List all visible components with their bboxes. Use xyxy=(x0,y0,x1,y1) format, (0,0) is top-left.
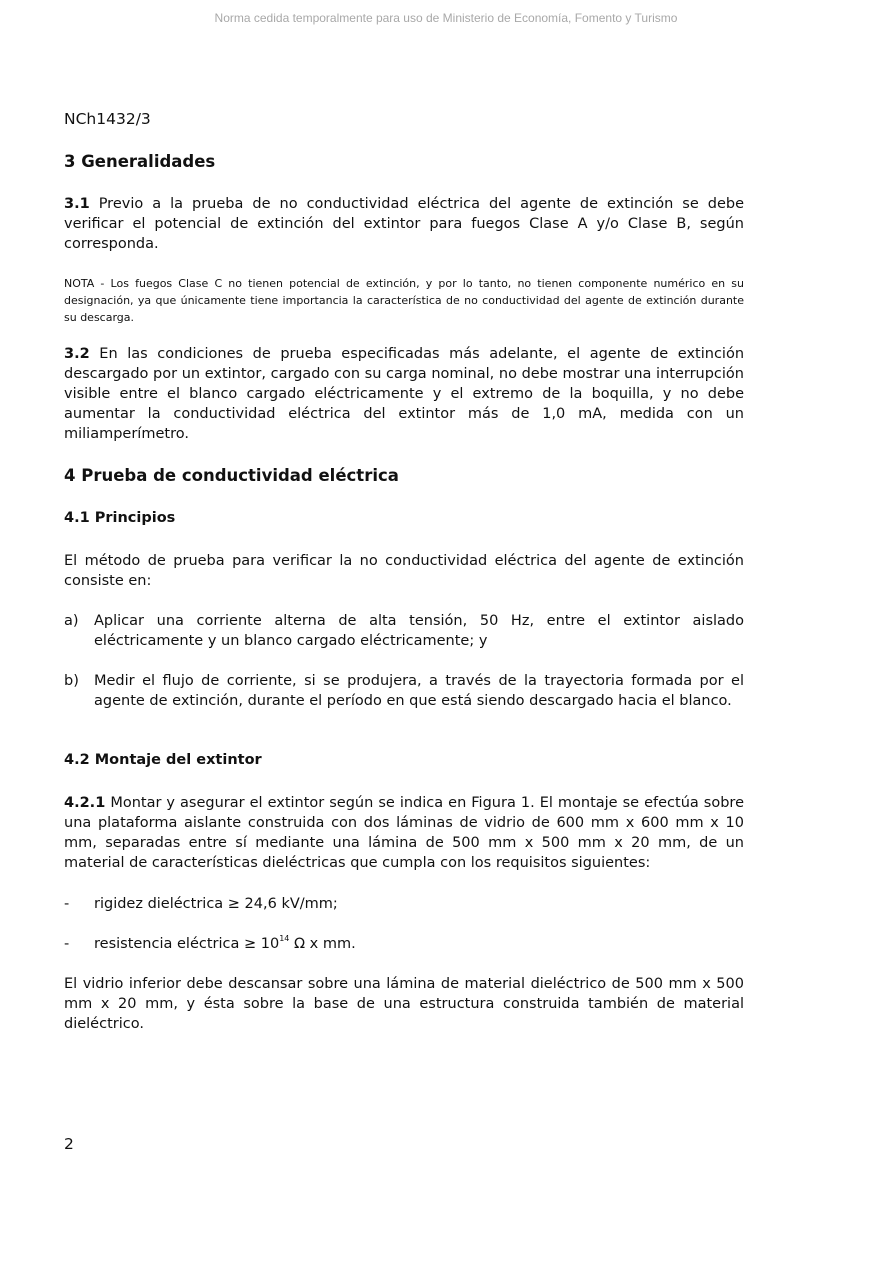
paragraph-text: Previo a la prueba de no conductividad eléctrica del agente de extinción se debe verificar el potencial de extinción del extintor para fuegos Clase A y/o Clase B, según corresponda. xyxy=(64,196,744,252)
resistance-suffix: Ω x mm. xyxy=(289,936,356,952)
paragraph-4-1: El método de prueba para verificar la no conductividad eléctrica del agente de extinción consiste en: xyxy=(64,553,744,589)
paragraph-number: 4.2.1 xyxy=(64,795,106,811)
paragraph-text: Montar y asegurar el extintor según se indica en Figura 1. El montaje se efectúa sobre una plataforma aislante construida con dos láminas de vidrio de 600 mm x 600 mm x 10 mm, separadas entre sí mediante una lámina de 500 mm x 500 mm x 20 mm, de un material de características dieléctricas que cumpla con los requisitos siguientes: xyxy=(64,795,744,871)
list-item-text: rigidez dieléctrica ≥ 24,6 kV/mm; xyxy=(94,896,338,912)
subsection-4-1-heading: 4.1 Principios xyxy=(64,510,176,526)
note: NOTA - Los fuegos Clase C no tienen potencial de extinción, y por lo tanto, no tienen componente numérico en su designación, ya que únicamente tiene importancia la característica de no conductividad del agente de extinción durante su descarga. xyxy=(64,277,744,324)
paragraph-number: 3.2 xyxy=(64,346,90,362)
resistance-exponent: 14 xyxy=(279,934,290,943)
list-item-text xyxy=(94,934,744,954)
list-marker: a) xyxy=(64,613,79,629)
paragraph-3-1 xyxy=(64,194,744,254)
paragraph-final: El vidrio inferior debe descansar sobre una lámina de material dieléctrico de 500 mm x 500 mm x 20 mm, y ésta sobre la base de una estructura construida también de material dieléctrico. xyxy=(64,976,744,1032)
requirement-dielectric-strength xyxy=(64,894,744,914)
list-marker: b) xyxy=(64,673,79,689)
list-marker: - xyxy=(64,936,70,952)
list-marker: - xyxy=(64,896,70,912)
list-item-a xyxy=(64,611,744,651)
requirement-electrical-resistance xyxy=(64,934,744,954)
paragraph-number: 3.1 xyxy=(64,196,90,212)
watermark: Norma cedida temporalmente para uso de Ministerio de Economía, Fomento y Turismo xyxy=(214,11,678,25)
subsection-4-2-heading: 4.2 Montaje del extintor xyxy=(64,752,262,768)
page-number: 2 xyxy=(64,1135,74,1153)
paragraph-4-2-1 xyxy=(64,793,744,873)
resistance-prefix: resistencia eléctrica ≥ 10 xyxy=(94,936,280,952)
paragraph-3-2 xyxy=(64,344,744,444)
list-item-text: Medir el flujo de corriente, si se produjera, a través de la trayectoria formada por el agente de extinción, durante el período en que está siendo descargado hacia el blanco. xyxy=(94,673,744,709)
section-4-heading: 4 Prueba de conductividad eléctrica xyxy=(64,466,399,485)
paragraph-text: En las condiciones de prueba especificadas más adelante, el agente de extinción descargado por un extintor, cargado con su carga nominal, no debe mostrar una interrupción visible entre el blanco cargado eléctricamente y el extremo de la boquilla, y no debe aumentar la conductividad eléctrica del extintor más de 1,0 mA, medida con un miliamperímetro. xyxy=(64,346,745,442)
section-3-heading: 3 Generalidades xyxy=(64,152,216,171)
list-item-text: Aplicar una corriente alterna de alta tensión, 50 Hz, entre el extintor aislado eléctricamente y un blanco cargado eléctricamente; y xyxy=(94,613,744,649)
list-item-b xyxy=(64,671,744,711)
document-id: NCh1432/3 xyxy=(64,110,151,128)
